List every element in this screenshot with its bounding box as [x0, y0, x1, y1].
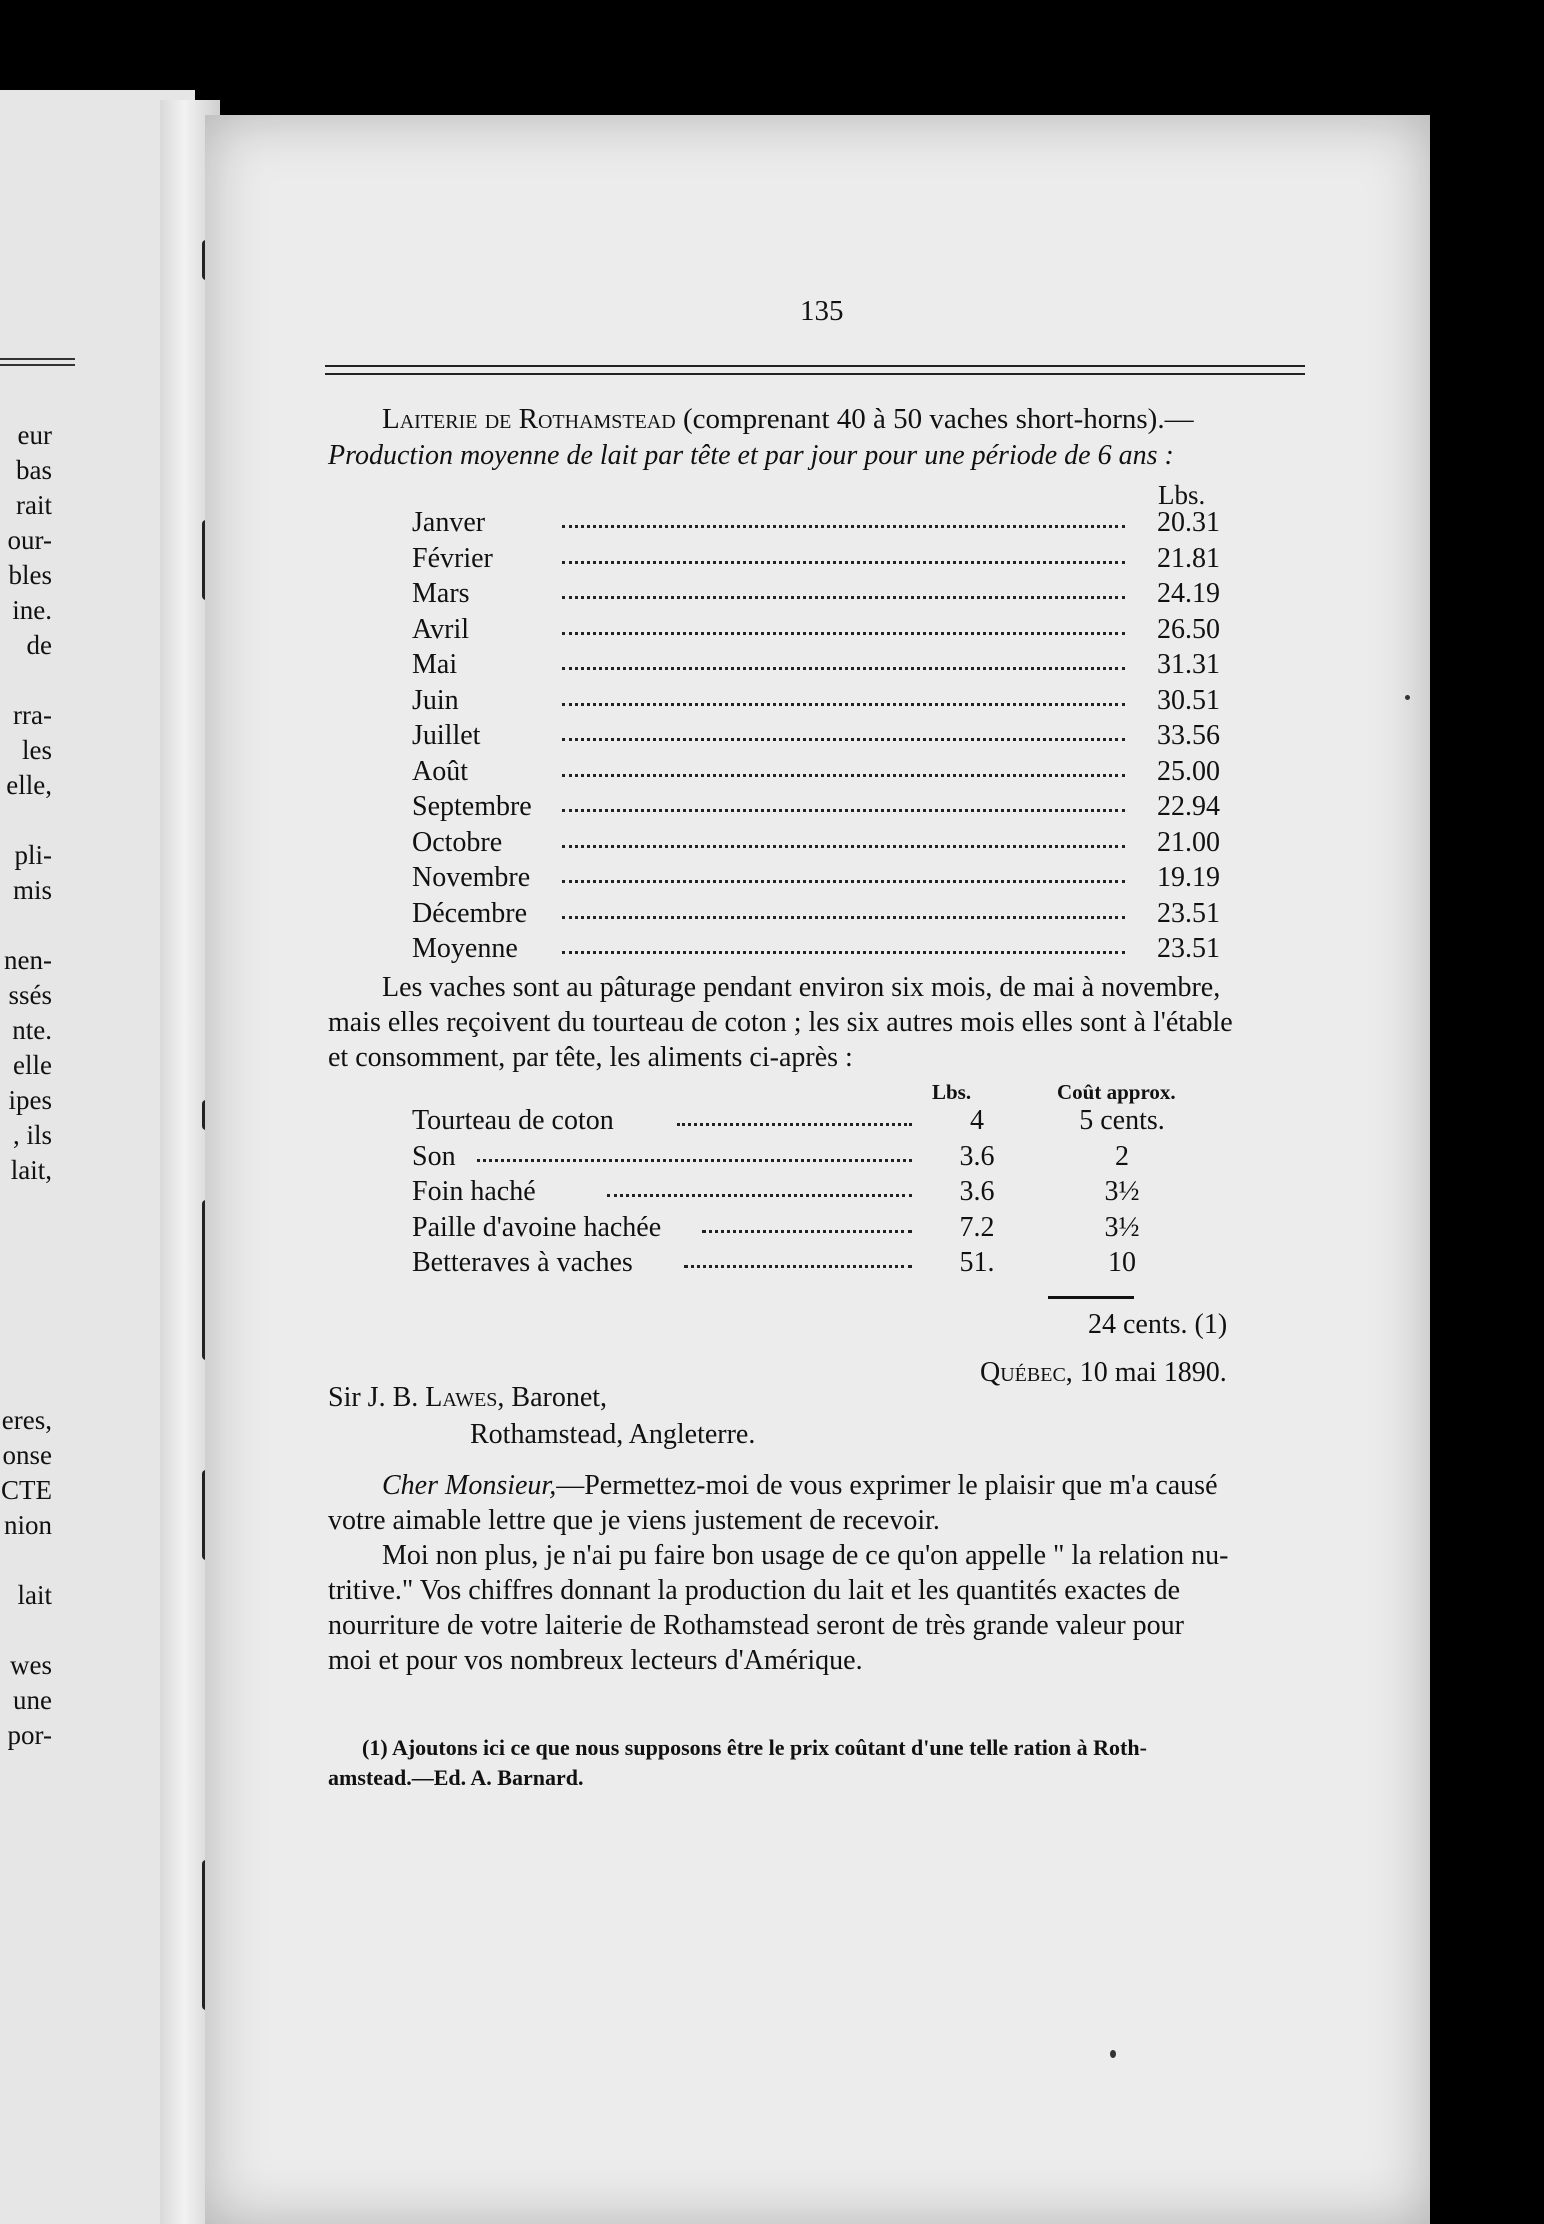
addressee-name: Lawes: [425, 1382, 498, 1413]
ration-row: [412, 1141, 1212, 1175]
table-title: [382, 403, 1194, 436]
ration-cost: 3½: [1104, 1176, 1140, 1207]
previous-page-fragment: ine.: [12, 595, 52, 625]
ration-lbs: 4: [970, 1105, 984, 1136]
leader-dots: [562, 703, 1125, 706]
month-row: [412, 862, 1220, 896]
month-row: [412, 756, 1220, 790]
month-row: [412, 614, 1220, 648]
previous-page-fragment: rait: [16, 490, 52, 520]
month-row: [412, 649, 1220, 683]
leader-dots: [562, 738, 1125, 741]
ration-row: [412, 1247, 1212, 1281]
month-name: Février: [412, 542, 493, 574]
month-row: [412, 507, 1220, 541]
previous-page-fragment: de: [26, 630, 52, 660]
ration-row: [412, 1176, 1212, 1210]
previous-page-fragment: pli-: [14, 840, 52, 870]
previous-page-fragment: , ils: [12, 1120, 52, 1150]
ration-lbs: 3.6: [959, 1140, 995, 1172]
letter-paragraph-line: tritive." Vos chiffres donnant la production du lait et les quantités exactes de: [328, 1575, 1181, 1606]
previous-page-fragment: mis: [12, 875, 52, 905]
leader-dots: [562, 845, 1125, 848]
month-lbs: 26.50: [1157, 613, 1220, 645]
previous-page-fragment: lait,: [10, 1155, 52, 1185]
month-row: [412, 720, 1220, 754]
previous-page-fragment: bles: [8, 560, 52, 590]
ration-lbs: 3.6: [959, 1176, 995, 1207]
letter-text: —Permettez-moi de vous exprimer le plaisir que m'a causé: [556, 1470, 1218, 1501]
month-lbs: 23.51: [1157, 933, 1220, 964]
ration-cost: 2: [1115, 1140, 1129, 1172]
ration-cost: 3½: [1104, 1211, 1140, 1243]
ration-row: [412, 1212, 1212, 1246]
page-number: 135: [800, 295, 844, 327]
letter-paragraph-line: nourriture de votre laiterie de Rothamstead seront de très grande valeur pour: [328, 1610, 1185, 1641]
ration-cost: 10: [1108, 1247, 1136, 1278]
leader-dots: [562, 596, 1125, 599]
feeding-paragraph-line: Les vaches sont au pâturage pendant environ six mois, de mai à novembre,: [382, 972, 1221, 1003]
ration-total: 24 cents. (1): [1088, 1309, 1228, 1340]
addressee-prefix: Sir J. B.: [328, 1382, 426, 1413]
month-name: Janver: [412, 507, 486, 538]
month-row: [412, 827, 1220, 861]
table-subtitle: Production moyenne de lait par tête et par jour pour une période de 6 ans :: [328, 440, 1174, 471]
ink-speck: [1405, 695, 1410, 700]
previous-page-fragment: eres,: [1, 1405, 52, 1435]
letter-place: Québec: [980, 1357, 1066, 1388]
letter-paragraph-line: [382, 1468, 1218, 1503]
previous-page-fragment: bas: [16, 455, 52, 485]
previous-page-fragment: eur: [17, 420, 52, 450]
previous-page-fragment: une: [13, 1685, 52, 1715]
leader-dots: [702, 1230, 912, 1233]
letter-salutation: Cher Monsieur,: [382, 1470, 557, 1501]
month-name: Avril: [412, 613, 470, 645]
month-lbs: 23.51: [1157, 897, 1220, 929]
title-description: (comprenant 40 à 50 vaches short-horns).—: [675, 403, 1194, 435]
ink-speck: [1110, 2050, 1116, 2058]
previous-page-fragment: elle,: [6, 770, 52, 800]
previous-page-fragment: por-: [7, 1720, 52, 1750]
footnote-line: (1) Ajoutons ici ce que nous supposons être le prix coûtant d'une telle ration à Roth-: [362, 1735, 1147, 1760]
feeding-paragraph-line: mais elles reçoivent du tourteau de coton ; les six autres mois elles sont à l'étable: [328, 1007, 1233, 1038]
footnote-line: amstead.—Ed. A. Barnard.: [328, 1765, 584, 1790]
previous-page-fragment: CTE: [1, 1475, 52, 1505]
previous-page-fragment: lait: [17, 1580, 52, 1610]
title-dairy-name: Laiterie de Rothamstead: [382, 403, 676, 435]
month-name: Moyenne: [412, 933, 518, 964]
previous-page-fragment: nte.: [12, 1015, 52, 1045]
ration-item: Son: [412, 1140, 456, 1172]
letter-address: Rothamstead, Angleterre.: [470, 1419, 756, 1450]
leader-dots: [562, 916, 1125, 919]
month-name: Décembre: [412, 897, 528, 929]
leader-dots: [562, 561, 1125, 564]
previous-page-fragment: wes: [10, 1650, 52, 1680]
leader-dots: [562, 632, 1125, 635]
month-name: Août: [412, 755, 468, 787]
month-lbs: 21.00: [1157, 826, 1220, 858]
month-name: Mars: [412, 578, 470, 609]
letter-date: , 10 mai 1890.: [1065, 1357, 1227, 1388]
letter-dateline: [980, 1357, 1227, 1389]
leader-dots: [607, 1194, 912, 1197]
month-lbs: 19.19: [1157, 862, 1220, 893]
month-lbs: 22.94: [1157, 791, 1220, 822]
leader-dots: [562, 809, 1125, 812]
unit-label: Lbs.: [1158, 480, 1206, 510]
ration-lbs: 51.: [959, 1247, 995, 1278]
total-rule: [1048, 1296, 1134, 1299]
feeding-paragraph-line: et consomment, par tête, les aliments ci-après :: [328, 1042, 853, 1073]
month-name: Septembre: [412, 791, 532, 822]
month-lbs: 21.81: [1157, 542, 1220, 574]
leader-dots: [562, 525, 1125, 528]
addressee-suffix: , Baronet,: [497, 1382, 608, 1413]
letter-paragraph-line: votre aimable lettre que je viens justement de recevoir.: [328, 1505, 940, 1536]
leader-dots: [562, 880, 1125, 883]
ration-cost: 5 cents.: [1079, 1105, 1165, 1136]
month-lbs: 20.31: [1157, 507, 1220, 538]
month-name: Juin: [412, 684, 459, 716]
month-name: Juillet: [412, 720, 481, 751]
previous-page-fragment: our-: [7, 525, 52, 555]
month-lbs: 30.51: [1157, 684, 1220, 716]
previous-page-fragment: rra-: [13, 700, 52, 730]
ration-row: [412, 1105, 1212, 1139]
previous-page-fragment: les: [22, 735, 52, 765]
month-lbs: 33.56: [1157, 720, 1220, 751]
previous-page-fragment: nion: [3, 1510, 52, 1540]
month-row: [412, 543, 1220, 577]
previous-page-fragment: ipes: [8, 1085, 52, 1115]
month-row: [412, 685, 1220, 719]
previous-page-fragment: elle: [13, 1050, 52, 1080]
leader-dots: [562, 951, 1125, 954]
ration-item: Betteraves à vaches: [412, 1247, 633, 1278]
month-row: [412, 898, 1220, 932]
month-name: Novembre: [412, 862, 531, 893]
month-name: Octobre: [412, 826, 503, 858]
leader-dots: [562, 667, 1125, 670]
letter-paragraph-line: moi et pour vos nombreux lecteurs d'Amérique.: [328, 1645, 863, 1676]
month-row: [412, 791, 1220, 825]
ration-item: Paille d'avoine hachée: [412, 1211, 662, 1243]
letter-addressee: [328, 1380, 607, 1415]
leader-dots: [677, 1123, 912, 1126]
leader-dots: [684, 1265, 912, 1268]
ration-item: Foin haché: [412, 1176, 536, 1207]
month-row: [412, 933, 1220, 967]
month-lbs: 24.19: [1157, 578, 1220, 609]
previous-page-fragment: onse: [2, 1440, 52, 1470]
ration-lbs: 7.2: [959, 1211, 995, 1243]
ration-col-lbs: Lbs.: [932, 1080, 972, 1104]
ration-item: Tourteau de coton: [412, 1105, 614, 1136]
month-lbs: 31.31: [1157, 649, 1220, 680]
header-rule: [325, 365, 1305, 375]
month-row: [412, 578, 1220, 612]
month-lbs: 25.00: [1157, 755, 1220, 787]
letter-paragraph-line: Moi non plus, je n'ai pu faire bon usage de ce qu'on appelle " la relation nu-: [382, 1540, 1229, 1571]
previous-page-fragment: ssés: [8, 980, 52, 1010]
leader-dots: [477, 1159, 912, 1162]
ration-col-cost: Coût approx.: [1057, 1080, 1176, 1104]
month-name: Mai: [412, 649, 458, 680]
previous-page-fragment: nen-: [4, 945, 52, 975]
leader-dots: [562, 774, 1125, 777]
